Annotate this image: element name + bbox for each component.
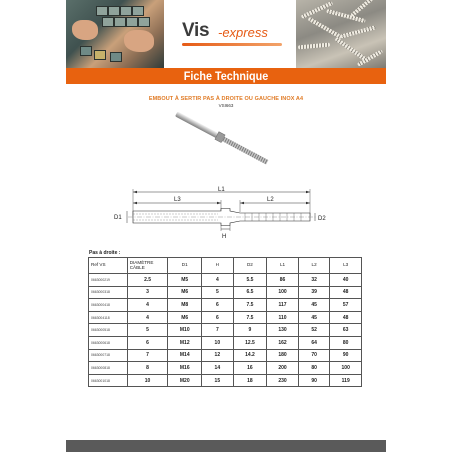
table-row [89,374,362,387]
product-code: VSI663 [218,103,234,108]
l1-arrow-left [133,191,137,193]
header-d1: D1 [168,258,202,274]
cell-l2: 80 [298,362,330,375]
l3-arrow-left [133,202,137,204]
header-photo-workbench [66,0,164,68]
cell-l1: 117 [267,299,299,312]
cell-d1: M8 [168,299,202,312]
product-photo-thread [222,137,268,165]
cell-d2: 12.5 [233,336,267,349]
d1-label: D1 [114,215,122,221]
cell-d2: 14.2 [233,349,267,362]
cell-d1: M16 [168,362,202,375]
table-row [89,336,362,349]
cell-l2: 45 [298,311,330,324]
l3-arrow-right [217,202,221,204]
header [66,0,386,68]
cell-l1: 110 [267,311,299,324]
table-caption: Pas à droite : [89,250,121,256]
cell-l3: 57 [330,299,362,312]
cell-l2: 45 [298,299,330,312]
table-row [89,274,362,287]
cell-l1: 200 [267,362,299,375]
cell-cable-diameter: 4 [127,311,168,324]
header-l1: L1 [267,258,299,274]
cell-l3: 48 [330,286,362,299]
cell-cable-diameter: 8 [127,362,168,375]
cell-cable-diameter: 4 [127,299,168,312]
cell-h: 6 [202,311,234,324]
dimension-diagram [90,180,340,248]
cell-cable-diameter: 7 [127,349,168,362]
cell-h: 4 [202,274,234,287]
cell-d2: 7.5 [233,299,267,312]
cell-d2: 16 [233,362,267,375]
cell-ref: 0663000618 [89,336,128,349]
cell-d1: M6 [168,311,202,324]
cell-l3: 48 [330,311,362,324]
header-ref: Ref VS [89,258,128,274]
logo-main-text: Vis [182,20,210,41]
l1-label: L1 [218,187,225,193]
product-photo-body [175,111,220,138]
d2-label: D2 [318,216,326,222]
cell-ref: 0663000518 [89,324,128,337]
cell-h: 6 [202,299,234,312]
spec-table [88,257,362,387]
table-row [89,324,362,337]
cell-h: 10 [202,336,234,349]
cell-l1: 180 [267,349,299,362]
l1-arrow-right [306,191,310,193]
vis-express-logo [182,20,292,46]
cell-d1: M6 [168,286,202,299]
cell-d1: M14 [168,349,202,362]
cell-ref: 0663001018 [89,374,128,387]
l2-arrow-left [240,202,244,204]
cell-ref: 0663004118 [89,311,128,324]
cell-d1: M20 [168,374,202,387]
cell-d1: M12 [168,336,202,349]
title-banner [66,68,386,84]
header-photo-screws [296,0,386,68]
cell-d2: 9 [233,324,267,337]
header-l2: L2 [298,258,330,274]
product-photo [168,108,278,170]
product-title: EMBOUT À SERTIR PAS À DROITE OU GAUCHE INOX A4 [148,96,304,102]
cell-l3: 40 [330,274,362,287]
cell-ref: 0663000219 [89,274,128,287]
cell-h: 14 [202,362,234,375]
header-h: H [202,258,234,274]
cell-l1: 130 [267,324,299,337]
cell-l3: 80 [330,336,362,349]
table-row [89,299,362,312]
cell-l1: 230 [267,374,299,387]
cell-l2: 32 [298,274,330,287]
cell-l2: 52 [298,324,330,337]
cell-ref: 0663000418 [89,299,128,312]
table-header-row [89,258,362,274]
cell-ref: 0663000318 [89,286,128,299]
banner-title: Fiche Technique [183,69,269,83]
cell-h: 12 [202,349,234,362]
footer-bar [66,440,386,452]
cell-d2: 5.5 [233,274,267,287]
cell-l3: 63 [330,324,362,337]
l2-label: L2 [267,197,274,203]
cell-cable-diameter: 6 [127,336,168,349]
cell-l2: 70 [298,349,330,362]
l3-label: L3 [174,197,181,203]
cell-ref: 0663000718 [89,349,128,362]
cell-d2: 7.5 [233,311,267,324]
cell-l3: 119 [330,374,362,387]
cell-l2: 39 [298,286,330,299]
cell-h: 15 [202,374,234,387]
cell-l1: 86 [267,274,299,287]
logo-accent-text: -express [218,25,268,40]
cell-d1: M5 [168,274,202,287]
cell-h: 7 [202,324,234,337]
h-label: H [222,234,227,240]
logo-swoosh [182,43,282,46]
table-row [89,311,362,324]
cell-l3: 100 [330,362,362,375]
header-cable-diameter: DIAMÈTRE CÂBLE [127,258,168,274]
cell-cable-diameter: 5 [127,324,168,337]
table-row [89,286,362,299]
cell-l3: 90 [330,349,362,362]
cell-ref: 0663000818 [89,362,128,375]
cell-d2: 6.5 [233,286,267,299]
cell-l1: 100 [267,286,299,299]
l2-arrow-right [306,202,310,204]
cell-h: 5 [202,286,234,299]
cell-l1: 162 [267,336,299,349]
header-d2: D2 [233,258,267,274]
table-row [89,362,362,375]
cell-l2: 64 [298,336,330,349]
cell-d2: 18 [233,374,267,387]
cell-l2: 90 [298,374,330,387]
table-row [89,349,362,362]
header-l3: L3 [330,258,362,274]
cell-cable-diameter: 2.5 [127,274,168,287]
cell-d1: M10 [168,324,202,337]
cell-cable-diameter: 3 [127,286,168,299]
cell-cable-diameter: 10 [127,374,168,387]
